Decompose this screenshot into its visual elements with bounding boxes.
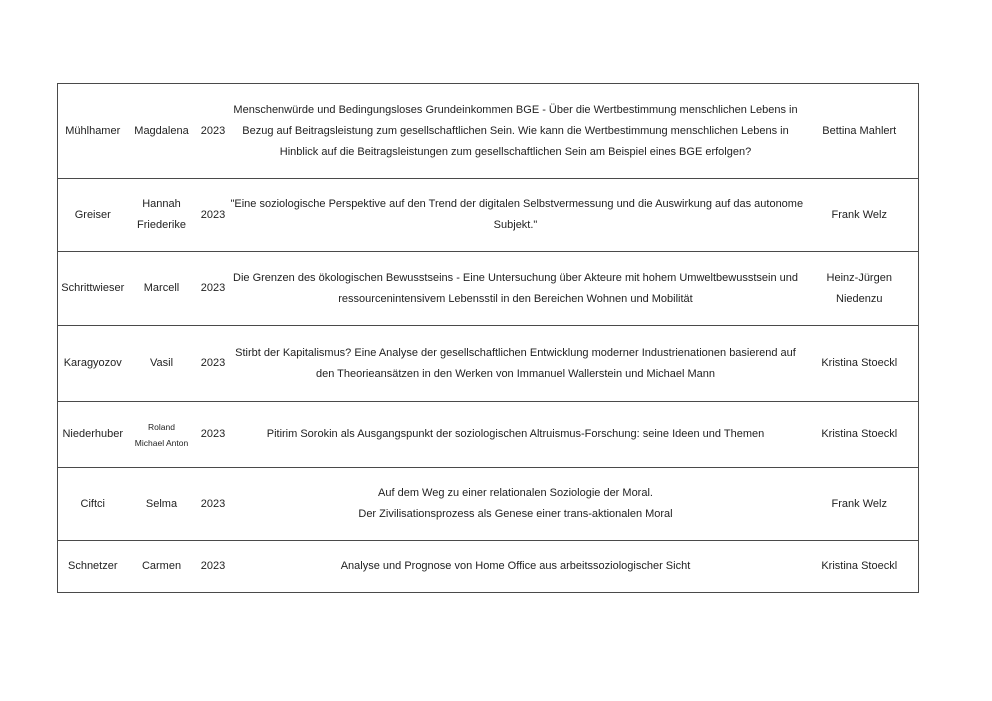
first-name-text: Vasil bbox=[149, 357, 174, 369]
title-line: Analyse und Prognose von Home Office aus arbeitssoziologischer Sicht bbox=[340, 560, 691, 572]
last-name-text: Ciftci bbox=[80, 497, 105, 510]
supervisor-text: Frank Welz bbox=[831, 208, 887, 221]
cell-last-name bbox=[58, 468, 128, 541]
cell-first-name bbox=[128, 326, 196, 402]
supervisor-text: Niedenzu bbox=[836, 292, 883, 305]
year-text: 2023 bbox=[200, 357, 226, 369]
table-row bbox=[58, 252, 919, 326]
supervisor-text: Kristina Stoeckl bbox=[821, 357, 898, 369]
cell-supervisor bbox=[801, 402, 919, 468]
title-line: Stirbt der Kapitalismus? Eine Analyse der gesellschaftlichen Entwicklung moderner Industrienationen basierend auf bbox=[235, 346, 796, 359]
supervisor-text: Kristina Stoeckl bbox=[821, 560, 898, 572]
cell-title bbox=[231, 541, 801, 593]
cell-title bbox=[231, 252, 801, 326]
cell-year bbox=[196, 541, 231, 593]
table-row bbox=[58, 541, 919, 593]
last-name-text: Karagyozov bbox=[63, 357, 122, 369]
title-line: Der Zivilisationsprozess als Genese einer trans-aktionalen Moral bbox=[358, 508, 673, 520]
cell-year bbox=[196, 468, 231, 541]
cell-supervisor bbox=[801, 84, 919, 179]
last-name-text: Schnetzer bbox=[67, 560, 118, 572]
title-line: Menschenwürde und Bedingungsloses Grundeinkommen BGE - Über die Wertbestimmung menschlichen Lebens in bbox=[233, 103, 798, 116]
first-name-text: Michael Anton bbox=[134, 437, 189, 448]
supervisor-text: Kristina Stoeckl bbox=[821, 428, 898, 440]
title-line: den Theorieansätzen in den Werken von Immanuel Wallerstein und Michael Mann bbox=[315, 367, 716, 380]
cell-last-name bbox=[58, 541, 128, 593]
cell-last-name bbox=[58, 84, 128, 179]
year-text: 2023 bbox=[200, 124, 226, 137]
cell-year bbox=[196, 179, 231, 252]
title-line: Subjekt." bbox=[493, 219, 538, 231]
title-line: Pitirim Sorokin als Ausgangspunkt der soziologischen Altruismus-Forschung: seine Ideen und Themen bbox=[266, 428, 765, 440]
cell-title bbox=[231, 468, 801, 541]
first-name-text: Friederike bbox=[137, 219, 186, 231]
cell-supervisor bbox=[801, 179, 919, 252]
cell-last-name bbox=[58, 252, 128, 326]
first-name-text: Marcell bbox=[143, 282, 180, 294]
cell-year bbox=[196, 326, 231, 402]
year-text: 2023 bbox=[200, 208, 226, 221]
title-line: Auf dem Weg zu einer relationalen Soziologie der Moral. bbox=[378, 487, 653, 499]
last-name-text: Greiser bbox=[74, 208, 111, 221]
cell-supervisor bbox=[801, 252, 919, 326]
last-name-text: Schrittwieser bbox=[61, 282, 125, 294]
supervisor-text: Heinz-Jürgen bbox=[826, 271, 892, 284]
cell-supervisor bbox=[801, 468, 919, 541]
last-name-text: Niederhuber bbox=[62, 428, 124, 440]
year-text: 2023 bbox=[200, 282, 226, 294]
cell-title bbox=[231, 326, 801, 402]
first-name-text: Hannah bbox=[142, 198, 181, 210]
year-text: 2023 bbox=[200, 560, 226, 572]
cell-first-name bbox=[128, 541, 196, 593]
cell-first-name bbox=[128, 84, 196, 179]
supervisor-text: Bettina Mahlert bbox=[822, 124, 897, 137]
last-name-text: Mühlhamer bbox=[65, 124, 121, 137]
first-name-text: Magdalena bbox=[134, 124, 189, 137]
cell-last-name bbox=[58, 402, 128, 468]
first-name-text: Selma bbox=[145, 497, 178, 510]
cell-year bbox=[196, 252, 231, 326]
table-row bbox=[58, 402, 919, 468]
first-name-text: Carmen bbox=[141, 560, 182, 572]
year-text: 2023 bbox=[200, 497, 226, 510]
cell-year bbox=[196, 402, 231, 468]
title-line: Die Grenzen des ökologischen Bewusstseins - Eine Untersuchung über Akteure mit hohem Umweltbewusstsein und bbox=[233, 271, 798, 284]
title-line: Bezug auf Beitragsleistung zum gesellschaftlichen Sein. Wie kann die Wertbestimmung menschlichen Lebens in bbox=[242, 124, 789, 137]
first-name-text: Roland bbox=[148, 421, 175, 432]
table-row bbox=[58, 179, 919, 252]
table-row bbox=[58, 84, 919, 179]
cell-supervisor bbox=[801, 541, 919, 593]
cell-last-name bbox=[58, 326, 128, 402]
cell-title bbox=[231, 84, 801, 179]
cell-first-name bbox=[128, 179, 196, 252]
cell-first-name bbox=[128, 402, 196, 468]
cell-year bbox=[196, 84, 231, 179]
title-line: ressourcenintensivem Lebensstil in den Bereichen Wohnen und Mobilität bbox=[338, 292, 693, 305]
cell-title bbox=[231, 402, 801, 468]
thesis-table bbox=[57, 83, 919, 593]
table-row bbox=[58, 326, 919, 402]
cell-first-name bbox=[128, 252, 196, 326]
title-line: "Eine soziologische Perspektive auf den Trend der digitalen Selbstvermessung und die Auswirkung auf das autonome bbox=[230, 198, 804, 210]
cell-last-name bbox=[58, 179, 128, 252]
table-row bbox=[58, 468, 919, 541]
supervisor-text: Frank Welz bbox=[831, 497, 887, 510]
year-text: 2023 bbox=[200, 428, 226, 440]
cell-title bbox=[230, 179, 804, 252]
cell-supervisor bbox=[801, 326, 919, 402]
cell-first-name bbox=[128, 468, 196, 541]
title-line: Hinblick auf die Beitragsleistungen zum gesellschaftlichen Sein am Beispiel eines BGE erfolgen? bbox=[279, 145, 752, 158]
